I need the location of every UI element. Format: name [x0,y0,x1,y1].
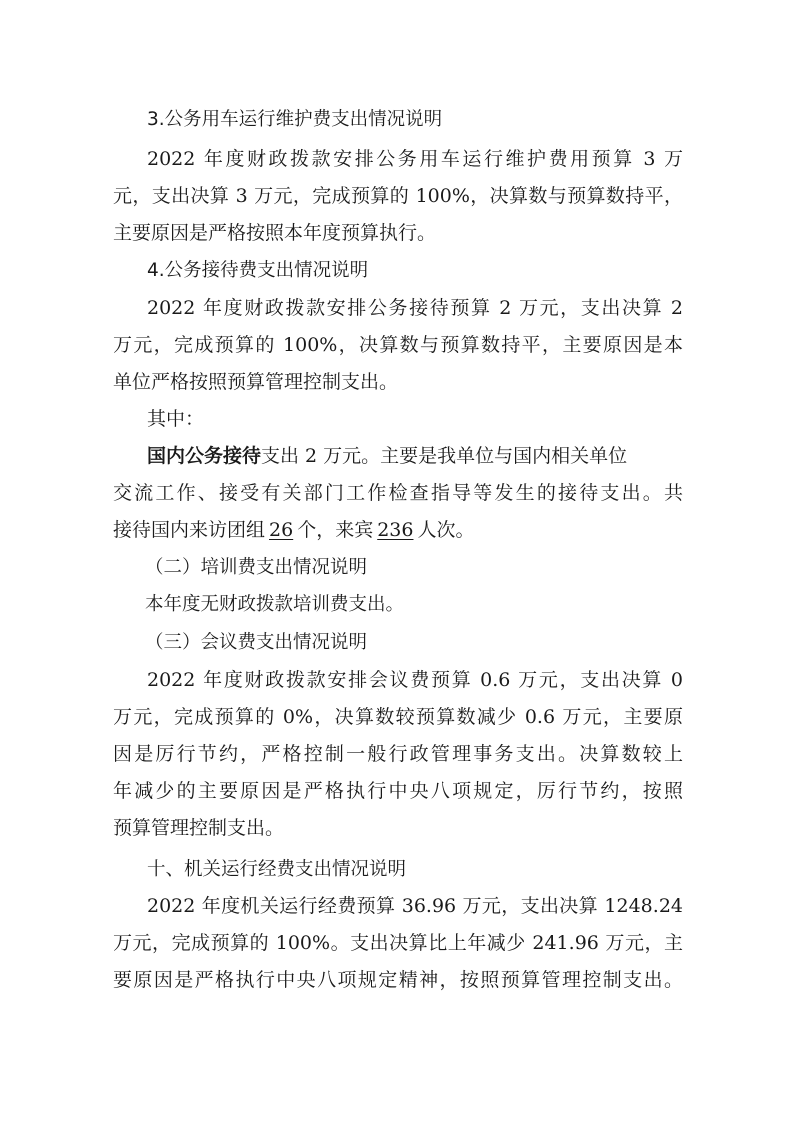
qizhong-label: 其中： [147,408,205,430]
meeting-text-line-1: 2022 年度财政拨款安排会议费预算 0.6 万元，支出决算 0 [147,669,683,691]
groups-count: 26 [269,519,294,541]
paragraph-line [113,968,683,992]
vehicle-text-line-3: 主要原因是严格按照本年度预算执行。 [113,222,437,244]
paragraph-line [147,668,683,692]
guests-suffix: 人次。 [417,519,475,541]
operating-text-line-2: 万元，完成预算的 100%。支出决算比上年减少 241.96 万元，主 [113,932,683,954]
reception-text-line-1: 2022 年度财政拨款安排公务接待预算 2 万元，支出决算 2 [147,297,683,319]
section-heading-meeting: （三）会议费支出情况说明 [145,632,368,653]
reception-text-line-3: 单位严格按照预算管理控制支出。 [113,371,399,393]
domestic-reception-text: 支出 2 万元。主要是我单位与国内相关单位 [261,445,628,467]
training-text: 本年度无财政拨款培训费支出。 [145,594,405,615]
operating-text-line-3: 要原因是严格执行中央八项规定精神，按照预算管理控制支出。 [113,969,683,991]
meeting-text-line-3: 因是厉行节约，严格控制一般行政管理事务支出。决算数较上 [113,743,683,765]
section-heading-training: （二）培训费支出情况说明 [145,557,368,578]
guests-prefix: 个，来宾 [297,519,374,541]
paragraph-line [113,779,683,803]
meeting-text-line-5: 预算管理控制支出。 [113,817,285,839]
reception-text-line-2: 万元，完成预算的 100%，决算数与预算数持平，主要原因是本 [113,334,683,356]
groups-prefix: 接待国内来访团组 [113,519,266,541]
section-heading-operating-costs: 十、机关运行经费支出情况说明 [147,859,407,880]
vehicle-text-line-1: 2022 年度财政拨款安排公务用车运行维护费用预算 3 万 [147,148,683,170]
paragraph-line [113,931,683,955]
paragraph-line [113,481,683,505]
section-heading-reception: 4.公务接待费支出情况说明 [147,260,369,281]
paragraph-line [113,333,683,357]
domestic-reception-line-3 [113,518,475,542]
section-heading-vehicle: 3.公务用车运行维护费支出情况说明 [147,109,443,130]
meeting-text-line-4: 年减少的主要原因是严格执行中央八项规定，厉行节约，按照 [113,780,683,802]
paragraph-line [113,184,683,208]
paragraph-line [113,742,683,766]
paragraph-line [147,296,683,320]
paragraph-line [147,894,683,918]
meeting-text-line-2: 万元，完成预算的 0%，决算数较预算数减少 0.6 万元，主要原 [113,706,683,728]
paragraph-line [147,147,683,171]
domestic-reception-bold: 国内公务接待 [147,445,262,467]
paragraph-line [113,705,683,729]
vehicle-text-line-2: 元，支出决算 3 万元，完成预算的 100%，决算数与预算数持平， [113,185,683,207]
operating-text-line-1: 2022 年度机关运行经费预算 36.96 万元，支出决算 1248.24 [147,895,683,917]
guests-count: 236 [377,519,414,541]
domestic-reception-line-1 [147,444,627,468]
domestic-reception-line-2: 交流工作、接受有关部门工作检查指导等发生的接待支出。共 [113,482,683,504]
